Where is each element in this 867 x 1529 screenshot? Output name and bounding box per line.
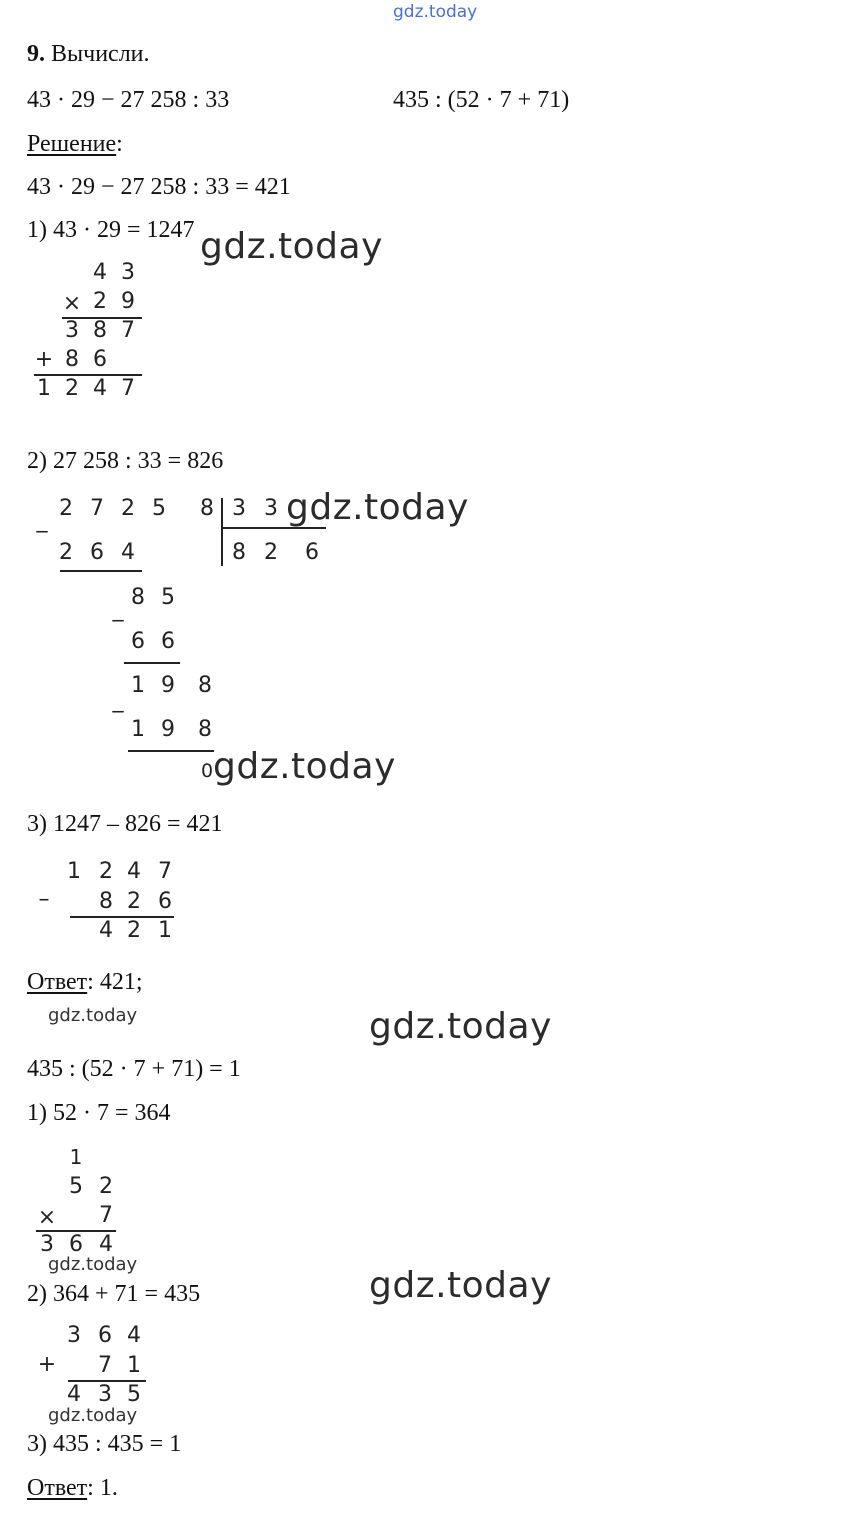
- digit: 4: [127, 859, 141, 884]
- answer-label: Ответ: [27, 1475, 88, 1501]
- digit: 6: [161, 629, 175, 654]
- watermark: gdz.today: [200, 226, 383, 267]
- digit: 1: [67, 859, 81, 884]
- digit: 3: [264, 496, 278, 521]
- digit: 4: [67, 1382, 81, 1407]
- digit: 3: [98, 1382, 112, 1407]
- digit: 4: [121, 540, 135, 565]
- part2-step2: 2) 364 + 71 = 435: [27, 1281, 201, 1307]
- digit: 8: [232, 540, 246, 565]
- watermark: gdz.today: [369, 1006, 552, 1047]
- digit: 8: [99, 889, 113, 914]
- digit: 1: [131, 717, 145, 742]
- carry-digit: 1: [69, 1145, 83, 1169]
- digit: 2: [127, 918, 141, 943]
- digit: 5: [127, 1382, 141, 1407]
- part2-answer: [27, 1474, 118, 1502]
- digit: 2: [59, 540, 73, 565]
- digit: 1: [37, 376, 51, 401]
- operator: –: [38, 887, 50, 912]
- operator: +: [34, 347, 54, 372]
- watermark: gdz.today: [286, 487, 469, 528]
- digit: 3: [40, 1232, 54, 1257]
- digit: 5: [69, 1174, 83, 1199]
- digit: 5: [152, 496, 166, 521]
- digit: 8: [131, 585, 145, 610]
- digit: 7: [99, 1203, 113, 1228]
- digit: 2: [93, 289, 107, 314]
- answer-label: Ответ: [27, 969, 88, 995]
- digit: 2: [59, 496, 73, 521]
- solution-colon: :: [116, 131, 123, 157]
- digit: 1: [158, 918, 172, 943]
- minus-sign: _: [112, 597, 124, 622]
- part1-step3: 3) 1247 – 826 = 421: [27, 811, 223, 837]
- minus-sign: _: [36, 508, 48, 533]
- operator: ×: [62, 291, 82, 316]
- digit: 7: [90, 496, 104, 521]
- part2-step3: 3) 435 : 435 = 1: [27, 1431, 182, 1457]
- digit: 6: [131, 629, 145, 654]
- digit: 9: [121, 289, 135, 314]
- digit: 3: [232, 496, 246, 521]
- digit: 6: [158, 889, 172, 914]
- task-title: Вычисли.: [51, 41, 150, 67]
- digit: 4: [99, 1232, 113, 1257]
- digit: 7: [98, 1353, 112, 1378]
- digit: 3: [67, 1323, 81, 1348]
- digit: 6: [305, 540, 319, 565]
- digit: 4: [127, 1323, 141, 1348]
- digit: 4: [99, 918, 113, 943]
- watermark: gdz.today: [48, 1254, 138, 1275]
- digit: 6: [90, 540, 104, 565]
- digit: 4: [93, 260, 107, 285]
- watermark: gdz.today: [48, 1005, 138, 1026]
- digit: 8: [198, 717, 212, 742]
- task-number: 9.: [27, 41, 45, 67]
- digit: 2: [65, 376, 79, 401]
- digit: 7: [158, 859, 172, 884]
- digit: 4: [93, 376, 107, 401]
- operator: +: [37, 1352, 57, 1377]
- digit: 5: [161, 585, 175, 610]
- digit: 3: [65, 318, 79, 343]
- solution-label: Решение: [27, 131, 117, 157]
- digit: 6: [93, 347, 107, 372]
- watermark: gdz.today: [213, 746, 396, 787]
- digit: 8: [65, 347, 79, 372]
- answer-value: : 1.: [87, 1475, 118, 1501]
- digit: 8: [198, 673, 212, 698]
- part2-result: 435 : (52 · 7 + 71) = 1: [27, 1056, 241, 1082]
- digit: 9: [161, 717, 175, 742]
- digit: 3: [121, 260, 135, 285]
- digit: 2: [127, 889, 141, 914]
- digit: 7: [121, 376, 135, 401]
- digit: 2: [99, 859, 113, 884]
- part2-step1: 1) 52 · 7 = 364: [27, 1100, 171, 1126]
- watermark: gdz.today: [369, 1265, 552, 1306]
- minus-sign: _: [112, 688, 124, 713]
- digit: 8: [93, 318, 107, 343]
- digit: 2: [99, 1174, 113, 1199]
- digit: 1: [131, 673, 145, 698]
- answer-value: : 421;: [87, 969, 143, 995]
- digit: 8: [200, 496, 214, 521]
- digit: 0: [200, 760, 214, 782]
- part1-step1: 1) 43 · 29 = 1247: [27, 217, 195, 243]
- watermark-top: gdz.today: [393, 2, 478, 22]
- part1-result: 43 · 29 − 27 258 : 33 = 421: [27, 174, 291, 200]
- digit: 2: [264, 540, 278, 565]
- digit: 1: [127, 1353, 141, 1378]
- digit: 9: [161, 673, 175, 698]
- digit: 7: [121, 318, 135, 343]
- digit: 6: [69, 1232, 83, 1257]
- watermark: gdz.today: [48, 1405, 138, 1426]
- operator: ×: [37, 1205, 57, 1230]
- digit: 6: [98, 1323, 112, 1348]
- digit: 2: [121, 496, 135, 521]
- part1-step2: 2) 27 258 : 33 = 826: [27, 448, 224, 474]
- expression-2: 435 : (52 · 7 + 71): [393, 87, 570, 113]
- expression-1: 43 · 29 − 27 258 : 33: [27, 87, 230, 113]
